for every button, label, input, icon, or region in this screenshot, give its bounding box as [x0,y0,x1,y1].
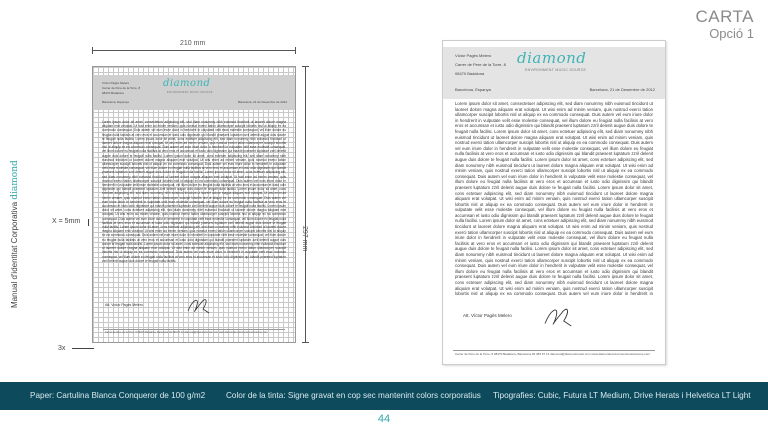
footer-rule [453,350,655,351]
width-label: 210 mm [180,40,206,47]
section-title [695,8,754,41]
letter-footer: Carrer de Pere de la Torre, 8 08470 Badalona, Barcelona 93 383 57 12 diamond@diamondmusic.com www.diamondenvironmentmusicsource.com [105,331,268,334]
final-letter-page [442,40,666,365]
signature-icon [541,301,579,331]
margin-y-label: 3x [58,345,66,352]
signature-icon [185,293,215,317]
signature-label: Att. Víctor Pagès Melero [463,313,512,318]
address-line: Barcelona, Espanya [102,100,129,104]
date-line: Barcelona, 21 de Desembre de 2012 [589,87,655,92]
section-title-option: Opció 1 [709,26,754,41]
footer-rule [103,329,285,330]
fonts-spec: Tipografies: Cubic, Futura LT Medium, Drive Herats i Helvetica LT Light [493,391,751,400]
diamond-logo: diamond [163,78,211,89]
letter-body: Lorem ipsum dolor sit amet, consectetuer adipiscing elit, sed diam nonummy nibh euismod tincidunt ut laoreet dolore magna aliquam erat volutpat. Ut wisi enim ad minim veniam, quis nostrud exerci tation ullamcorper suscipit lobortis nisl ut aliquip ex ea commodo consequat. Duis autem vel eum iriure dolor in hendrerit in vulputate velit esse molestie consequat, vel illum dolore eu feugiat nulla facilisis at vero eros et accumsan et iusto odio dignissim qui blandit praesent luptatum zzril delenit augue duis dolore te feugait nulla facilisi. Lorem ipsum dolor sit amet, cons ectetuer adipiscing elit, sed diam nonummy nibh euismod tincidunt ut laoreet dolore magna aliquam erat volutpat. Ut wisi enim ad minim veniam, quis nostrud exerci tation ullamcorper suscipit lobortis nisl ut aliquip ex ea commodo consequat. Duis autem vel eum iriure dolor in hendrerit in vulputate velit esse molestie consequat, vel illum dolore eu feugiat nulla facilisis at vero eros et accumsan et iusto odio dignissim qui blandit praesent luptatum zzril delenit augue duis dolore te feugait nulla facilisi. Lorem ipsum dolor sit amet, cons ectetuer adipiscing elit, sed diam nonummy nibh euismod tincidunt ut laoreet dolore magna aliquam erat volutpat. Ut wisi enim ad minim veniam, quis nostrud exerci tation ullamcorper suscipit lobortis nisl ut aliquip ex ea commodo consequat. Duis autem vel eum iriure dolor in hendrerit in vulputate velit esse molestie consequat, vel illum dolore eu feugiat nulla facilisis at vero eros et accumsan et iusto odio dignissim qui blandit praesent luptatum zzril delenit augue duis dolore te feugait nulla facilisi. Lorem ipsum dolor sit amet, cons ectetuer adipiscing elit, sed diam nonummy nibh euismod tincidunt ut laoreet dolore magna aliquam erat volutpat. Ut wisi enim ad minim veniam, quis nostrud exerci tation ullamcorper suscipit lobortis nisl ut aliquip ex ea commodo consequat. Duis autem vel eum iriure dolor in hendrerit in vulputate velit esse molestie consequat, vel illum dolore eu feugiat nulla facilisis at vero eros et accumsan et iusto odio dignissim qui blandit praesent luptatum zzril delenit augue duis dolore te feugait nulla facilisi. Lorem ipsum dolor sit amet, cons ectetuer adipiscing elit, sed diam nonummy nibh euismod tincidunt ut laoreet dolore magna aliquam erat volutpat. Ut wisi enim ad minim veniam, quis nostrud exerci tation ullamcorper suscipit lobortis nisl ut aliquip ex ea commodo consequat. Duis autem vel eum iriure dolor in hendrerit in vulputate velit esse molestie consequat, vel illum dolore eu feugiat nulla facilisis at vero eros et accumsan et iusto odio dignissim qui blandit praesent luptatum zzril delenit augue duis dolore te feugait nulla facilisi. Lorem ipsum dolor sit amet, cons ectetuer adipiscing elit, sed diam nonummy nibh euismod tincidunt ut laoreet dolore magna aliquam erat volutpat. Ut wisi enim ad minim veniam, quis nostrud exerci tation ullamcorper suscipit lobortis nisl ut aliquip ex ea commodo consequat. Duis autem vel eum iriure dolor in hendrerit in vulputate velit esse molestie consequat, vel illum dolore eu feugiat nulla facilisis at vero eros et accumsan et iusto odio dignissim qui blandit praesent luptatum zzril delenit augue duis dolore te feugait nulla facilisi. Lorem ipsum dolor sit amet, cons ectetuer adipiscing elit, sed diam nonummy nibh euismod tincidunt ut laoreet dolore magna aliquam erat volutpat. Ut wisi enim ad minim veniam, quis nostrud exerci tation ullamcorper suscipit lobortis nisl ut aliquip ex ea commodo consequat. Duis autem vel eum iriure dolor in hendrerit in [455,101,653,297]
side-label [0,70,18,310]
width-dimension-line [92,50,296,51]
manual-label: Manual d'identitat Corporativa [10,201,19,308]
signature-label: Att. Víctor Pagès Melero [105,303,143,307]
specs-bar [0,382,768,410]
logo-subtitle: ENVIRONMENT MUSIC SOURCE [167,91,213,94]
address-line: Víctor Pagès Melero [102,81,130,85]
grid-letter-page [92,66,296,343]
side-brand: diamond [10,160,20,200]
height-dimension-line [305,66,306,343]
date-line: Barcelona, 21 de Desembre de 2012 [237,100,287,104]
section-title-main: CARTA [695,7,754,26]
address-line: 08470 Badalona [455,71,485,76]
ink-spec: Color de la tinta: Signe gravat en cop sec mantenint colors corporatius [226,391,481,400]
margin-y-line [72,348,94,349]
address-line: Carrer de Pere de la Torre, 8 [102,86,141,90]
address-line: Víctor Pagès Melero [455,53,492,58]
margin-x-label: X = 5mm [52,218,81,225]
diamond-logo: diamond [517,49,587,67]
page-number: 44 [377,413,391,425]
logo-subtitle: ENVIRONMENT MUSIC SOURCE [525,68,587,72]
address-line: Carrer de Pere de la Torre, 8 [455,62,506,67]
margin-x-mark [88,219,89,226]
height-label: 297 mm [301,226,308,252]
letter-body: Lorem ipsum dolor sit amet, consectetuer adipiscing elit, sed diam nonummy nibh euismod tincidunt ut laoreet dolore magna aliquam erat volutpat. Ut wisi enim ad minim veniam, quis nostrud exerci tation ullamcorper suscipit lobortis nisl ut aliquip ex ea commodo consequat. Duis autem vel eum iriure dolor in hendrerit in vulputate velit esse molestie consequat, vel illum dolore eu feugiat nulla facilisis at vero eros et accumsan et iusto odio dignissim qui blandit praesent luptatum zzril delenit augue duis dolore te feugait nulla facilisi. Lorem ipsum dolor sit amet, cons ectetuer adipiscing elit, sed diam nonummy nibh euismod tincidunt ut laoreet dolore magna aliquam erat volutpat. Ut wisi enim ad minim veniam, quis nostrud exerci tation ullamcorper suscipit lobortis nisl ut aliquip ex ea commodo consequat. Duis autem vel eum iriure dolor in hendrerit in vulputate velit esse molestie consequat, vel illum dolore eu feugiat nulla facilisis at vero eros et accumsan et iusto odio dignissim qui blandit praesent luptatum zzril delenit augue duis dolore te feugait nulla facilisi. Lorem ipsum dolor sit amet, cons ectetuer adipiscing elit, sed diam nonummy nibh euismod tincidunt ut laoreet dolore magna aliquam erat volutpat. Ut wisi enim ad minim veniam, quis nostrud exerci tation ullamcorper suscipit lobortis nisl ut aliquip ex ea commodo consequat. Duis autem vel eum iriure dolor in hendrerit in vulputate velit esse molestie consequat, vel illum dolore eu feugiat nulla facilisis at vero eros et accumsan et iusto odio dignissim qui blandit praesent luptatum zzril delenit augue duis dolore te feugait nulla facilisi. Lorem ipsum dolor sit amet, cons ectetuer adipiscing elit, sed diam nonummy nibh euismod tincidunt ut laoreet dolore magna aliquam erat volutpat. Ut wisi enim ad minim veniam, quis nostrud exerci tation ullamcorper suscipit lobortis nisl ut aliquip ex ea commodo consequat. Duis autem vel eum iriure dolor in hendrerit in vulputate velit esse molestie consequat, vel illum dolore eu feugiat nulla facilisis at vero eros et accumsan et iusto odio dignissim qui blandit praesent luptatum zzril delenit augue duis dolore te feugait nulla facilisi. Lorem ipsum dolor sit amet, cons ectetuer adipiscing elit, sed diam nonummy nibh euismod tincidunt ut laoreet dolore magna aliquam erat volutpat. Ut wisi enim ad minim veniam, quis nostrud exerci tation ullamcorper suscipit lobortis nisl ut aliquip ex ea commodo consequat. Duis autem vel eum iriure dolor in hendrerit in vulputate velit esse molestie consequat, vel illum dolore eu feugiat nulla facilisis at vero eros et accumsan et iusto odio dignissim qui blandit praesent luptatum zzril delenit augue duis dolore te feugait nulla facilisi. Lorem ipsum dolor sit amet, cons ectetuer adipiscing elit, sed diam nonummy nibh euismod tincidunt ut laoreet dolore magna aliquam erat volutpat. Ut wisi enim ad minim veniam, quis nostrud exerci tation ullamcorper suscipit lobortis nisl ut aliquip ex ea commodo consequat. Duis autem vel eum iriure dolor in hendrerit in vulputate velit esse molestie consequat, vel illum dolore eu feugiat nulla facilisis at vero eros et accumsan et iusto odio dignissim qui blandit praesent luptatum zzril delenit augue duis dolore te feugait nulla facilisi. Lorem ipsum dolor sit amet, cons ectetuer adipiscing elit, sed diam nonummy nibh euismod tincidunt ut laoreet dolore magna aliquam erat volutpat. Ut wisi enim ad minim veniam, quis nostrud exerci tation ullamcorper suscipit lobortis nisl ut aliquip ex ea commodo consequat. Duis autem vel eum iriure dolor in hendrerit in vulputate velit esse molestie consequat, vel illum dolore eu feugiat nulla facilisis at vero eros et accumsan et iusto odio dignissim qui blandit praesent luptatum zzril delenit augue duis dolore te feugait nulla facilisi. Lorem ipsum dolor sit amet, cons ectetuer adipiscing elit, sed diam nonummy nibh euismod tincidunt ut laoreet dolore magna aliquam erat volutpat. Ut wisi enim ad minim veniam, quis nostrud exerci tation ullamcorper suscipit lobortis nisl ut aliquip ex ea commodo consequat. Duis autem vel eum iriure dolor in hendrerit in vulputate velit esse molestie consequat, vel illum dolore eu feugiat nulla facilisis at vero eros et accumsan et iusto odio dignissim qui blandit praesent luptatum zzril delenit augue duis dolore te feugait nulla facilisi. [102,120,286,263]
letter-footer: Carrer de Pere de la Torre, 8 08470 Badalona, Barcelona 93 383 57 12 diamond@diamondmusic.com www.diamondenvironmentmusicsource.com [455,352,650,356]
address-line: Barcelona, Espanya [455,87,491,92]
paper-spec: Paper: Cartulina Blanca Conqueror de 100 g/m2 [30,391,206,400]
address-line: 08470 Badalona [102,91,124,95]
